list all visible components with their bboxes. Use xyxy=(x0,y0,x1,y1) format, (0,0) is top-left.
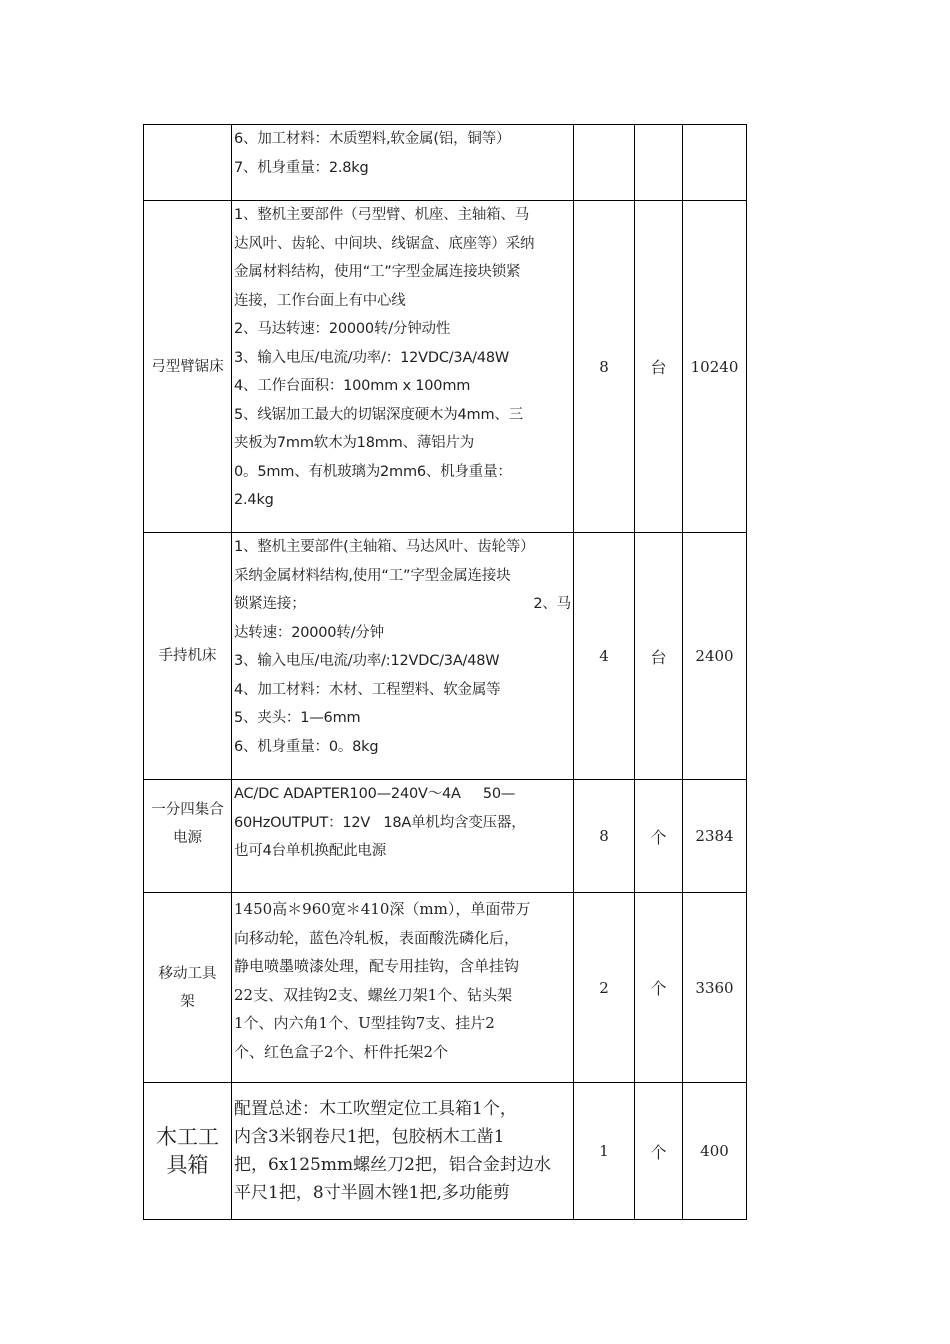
spec-line: 2、马达转速：20000转/分钟动性 xyxy=(234,321,451,337)
price-cell xyxy=(683,125,747,201)
spec-line: 采纳金属材料结构,使用“工”字型金属连接块 xyxy=(234,567,511,584)
unit-cell xyxy=(635,125,683,201)
price-cell: 10240 xyxy=(683,201,747,533)
price-cell: 400 xyxy=(683,1083,747,1220)
spec-line xyxy=(234,590,571,619)
quantity-cell: 2 xyxy=(574,893,635,1083)
item-name-cell xyxy=(144,125,232,201)
item-name-line: 具箱 xyxy=(166,1153,209,1177)
item-name-line: 木工工 xyxy=(156,1125,219,1149)
item-spec-cell xyxy=(232,533,574,780)
spec-line: 1、整机主要部件（弓型臂、机座、主轴箱、马 xyxy=(234,207,530,223)
unit-cell: 台 xyxy=(635,201,683,533)
item-name-cell xyxy=(144,780,232,893)
table-row xyxy=(144,893,747,1083)
spec-line: 5、线锯加工最大的切锯深度硬木为4mm、三 xyxy=(234,406,523,423)
spec-line-right: 2、马 xyxy=(533,596,571,612)
spec-line: 5、夹头：1—6mm xyxy=(234,710,361,726)
item-name-line: 电源 xyxy=(173,830,202,846)
spec-line: 4、加工材料：木材、工程塑料、软金属等 xyxy=(234,681,501,698)
spec-line: 平尺1把，8寸半圆木锉1把,多功能剪 xyxy=(234,1183,510,1203)
item-name-cell xyxy=(144,1083,232,1220)
item-name-cell: 弓型臂锯床 xyxy=(144,201,232,533)
quantity-cell: 8 xyxy=(574,201,635,533)
equipment-table xyxy=(143,124,747,1220)
table-row xyxy=(144,125,747,201)
item-name-line: 架 xyxy=(180,993,195,1010)
item-spec-cell xyxy=(232,125,574,201)
spec-line: 内含3米钢卷尺1把，包胶柄木工凿1 xyxy=(234,1127,505,1147)
spec-line: 1450高＊960宽＊410深（mm），单面带万 xyxy=(234,900,531,918)
item-name-cell xyxy=(144,893,232,1083)
unit-cell: 个 xyxy=(635,1083,683,1220)
spec-line: 达转速：20000转/分钟 xyxy=(234,624,384,641)
unit-cell: 个 xyxy=(635,893,683,1083)
quantity-cell: 8 xyxy=(574,780,635,893)
spec-line: 连接，工作台面上有中心线 xyxy=(234,292,406,309)
item-spec-cell xyxy=(232,780,574,893)
quantity-cell: 4 xyxy=(574,533,635,780)
spec-line: 2.4kg xyxy=(234,492,274,508)
spec-line: 夹板为7mm软木为18mm、薄铝片为 xyxy=(234,435,475,451)
table-row xyxy=(144,1083,747,1220)
quantity-cell xyxy=(574,125,635,201)
quantity-cell: 1 xyxy=(574,1083,635,1220)
spec-line: 1、整机主要部件(主轴箱、马达风叶、齿轮等） xyxy=(234,539,535,555)
table-row xyxy=(144,780,747,893)
spec-line: 1个、内六角1个、U型挂钩7支、挂片2 xyxy=(234,1014,495,1032)
spec-line: 6、机身重量：0。8kg xyxy=(234,738,379,755)
item-name-line: 移动工具 xyxy=(158,965,217,982)
spec-line: 也可4台单机换配此电源 xyxy=(234,843,387,859)
item-spec-cell xyxy=(232,201,574,533)
spec-line: 3、输入电压/电流/功率/:12VDC/3A/48W xyxy=(234,653,500,669)
spec-line: 达风叶、齿轮、中间块、线锯盒、底座等）采纳 xyxy=(234,235,535,252)
price-cell: 2384 xyxy=(683,780,747,893)
unit-cell: 台 xyxy=(635,533,683,780)
spec-line: 4、工作台面积：100mm x 100mm xyxy=(234,378,471,394)
spec-line: 把，6x125mm螺丝刀2把，铝合金封边水 xyxy=(234,1155,551,1175)
spec-line: 个、红色盒子2个、杆件托架2个 xyxy=(234,1042,449,1061)
table-row xyxy=(144,201,747,533)
spec-line: 静电喷墨喷漆处理，配专用挂钩，含单挂钩 xyxy=(234,957,520,975)
spec-line: 0。5mm、有机玻璃为2mm6、机身重量： xyxy=(234,463,512,480)
item-name-cell: 手持机床 xyxy=(144,533,232,780)
spec-line: 向移动轮，蓝色冷轧板，表面酸洗磷化后， xyxy=(234,928,520,947)
spec-line-left: 锁紧连接； xyxy=(234,596,306,612)
price-cell: 2400 xyxy=(683,533,747,780)
spec-line: 配置总述：木工吹塑定位工具箱1个， xyxy=(234,1099,517,1119)
spec-line: 22支、双挂钩2支、螺丝刀架1个、钻头架 xyxy=(234,985,513,1004)
unit-cell: 个 xyxy=(635,780,683,893)
item-spec-cell xyxy=(232,893,574,1083)
item-name-line: 一分四集合 xyxy=(151,802,224,818)
spec-line: 7、机身重量：2.8kg xyxy=(234,159,369,176)
price-cell: 3360 xyxy=(683,893,747,1083)
spec-line: 60HzOUTPUT：12V 18A单机均含变压器， xyxy=(234,814,526,831)
spec-line: AC/DC ADAPTER100—240V～4A 50— xyxy=(234,786,516,802)
item-spec-cell xyxy=(232,1083,574,1220)
table-row xyxy=(144,533,747,780)
spec-line: 6、加工材料：木质塑料,软金属(铝，铜等） xyxy=(234,131,511,147)
spec-line: 3、输入电压/电流/功率/：12VDC/3A/48W xyxy=(234,349,510,366)
spec-line: 金属材料结构，使用“工”字型金属连接块锁紧 xyxy=(234,264,521,280)
